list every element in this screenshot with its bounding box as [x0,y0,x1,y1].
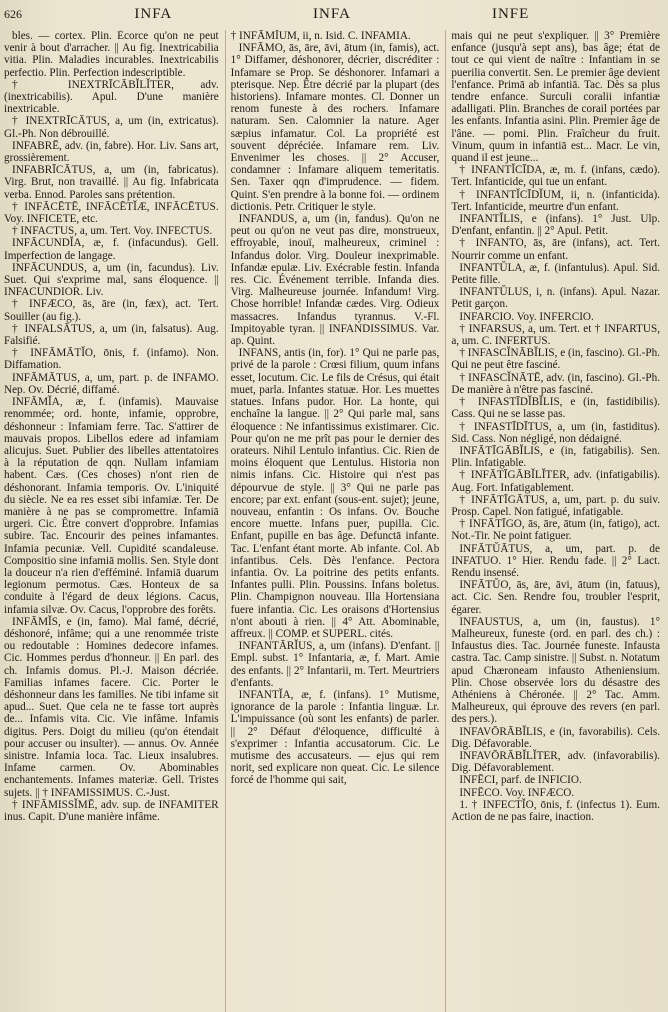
running-header [4,6,660,30]
dictionary-entry: INFABRĒ, adv. (in, fabre). Hor. Liv. Sans art, grossièrement. [4,139,219,165]
dictionary-entry: † INFALSĀTUS, a, um (in, falsatus). Aug. Falsifié. [4,322,219,348]
dictionary-entry: INFANTĀRĬUS, a, um (infans). D'enfant. || Empl. subst. 1° Infantaria, æ, f. Mart. Amie des enfants. || 2° Infantarii, m. Tert. Meurtriers d'enfants. [230,640,440,689]
dictionary-entry: INFĀCUNDUS, a, um (in, facundus). Liv. Suet. Qui s'exprime mal, sans éloquence. || INFACUNDIOR. Liv. [4,261,219,299]
dictionary-entry: † INFANTĬCĪDA, æ, m. f. (infans, cædo). Tert. Infanticide, qui tue un enfant. [451,164,660,189]
dictionary-entry: † INFĀTĪGĀTUS, a, um, part. p. du suiv. Prosp. Capel. Non fatigué, infatigable. [451,493,660,518]
dictionary-entry: † INFANTO, ās, āre (infans), act. Tert. Nourrir comme un enfant. [451,237,660,262]
dictionary-entry: INFAVŌRĀBĬLIS, e (in, favorabilis). Cels. Dig. Défavorable. [451,725,660,750]
dictionary-entry: INFĀMĬS, e (in, famo). Mal famé, décrié, déshonoré, infâme; qui a une renommée triste ou redoutable : Homines dedecore infames. Cic. Hommes perdus d'honneur. || En parl. des ch. Infamis domus. Pl.-J. Maison décriée. Familias infames facere. Cic. Porter le déshonneur dans les familles. Ne tibi infame sit apud... Suet. Que cela ne te fasse tort auprès de... Infamis vita. Cic. Vie infâme. Infamis digitus. Pers. Doigt du milieu (qu'on étendait pour accuser ou insulter). — annus. Ov. Année sinistre. Infamia loca. Tac. Lieux insalubres. Infame carmen. Ov. Abominables enchantements. Infames materiæ. Gell. Tristes sujets. || † INFAMISSIMUS. C.-Just. [4,615,219,799]
dictionary-entry: INFĀMĬA, æ, f. (infamis). Mauvaise renommée; ord. honte, infamie, opprobre, déshonneur : Infamiam ferre. Tac. S'attirer de mauvais propos. Libellos edere ad infamiam alicujus. Suet. Publier des libelles attentatoires à la réputation de qqn. Nullam infamiam habent. Cæs. (Ces choses) n'ont rien de déshonorant. Infamia temporis. Ov. L'iniquité du siècle. Ne ea res esset sibi infamiæ. Ter. De manière à ne pas se compromettre. Infamiā urgeri. Cic. Être convert d'opprobre. Infamias subire. Tac. Encourir des peines infamantes. Infamia pecuniæ. Vell. Cupidité scandaleuse. Compositio sine infamiā mollis. Sen. Style dont la douceur n'a rien d'efféminé. Infamiā duarum legionum permotus. Cæs. Honteux de sa conduite à l'égard de deux légions. Cacus, infamia silvæ. Ov. Cacus, l'opprobre des forêts. [4,396,219,616]
dictionary-entry: INFANTŬLA, æ, f. (infantulus). Apul. Sid. Petite fille. [451,261,660,287]
dictionary-entry: INFĀMO, ās, āre, āvi, ātum (in, famis), act. 1° Diffamer, déshonorer, décrier, discréditer : Infamare se Prop. Se déshonorer. Infamari a pterisque. Nep. Être décrié par la plupart (des historiens). Infamare montes. Cl. Donner un renom funeste à des rochers. Infamare naturam. Sen. Calomnier la nature. Ager sæpius infamatur. Col. La propriété est souvent dépréciée. Infamare rem. Liv. Envenimer les choses. || 2° Accuser, condamner : Infamare aliquem temeritatis. Sen. Taxer qqn d'imprudence. — fidem. Quint. S'en prendre à la bonne foi. — ordinem dictionis. Petr. Critiquer le style. [230,42,440,213]
dictionary-entry: INFANTĬLIS, e (infans). 1° Just. Ulp. D'enfant, enfantin. || 2° Apul. Petit. [451,213,660,238]
dictionary-entry: INFĀTĪGĀBĬLIS, e (in, fatigabilis). Sen. Plin. Infatigable. [451,444,660,470]
dictionary-entry: † INFACTUS, a, um. Tert. Voy. INFECTUS. [12,225,213,238]
left-headword: INFA [134,6,173,22]
dictionary-entry: † INFĀCĒTĒ, INFĀCĒTĬÆ, INFĀCĒTUS. Voy. INFICETE, etc. [4,200,219,226]
dictionary-entry: † INFĀMĀTĬO, ōnis, f. (infamo). Non. Diffamation. [4,347,219,372]
dictionary-entry: † INFĀTĪGO, ās, āre, ātum (in, fatigo), act. Not.-Tir. Ne point fatiguer. [451,518,660,543]
dictionary-entry: † INFASCĬNĀBĬLIS, e (in, fascino). Gl.-Ph. Qui ne peut être fasciné. [451,347,660,372]
page-number: 626 [4,7,22,21]
dictionary-entry: INFĀTŬO, ās, āre, āvi, ātum (in, fatuus), act. Cic. Sen. Rendre fou, troubler l'esprit, égarer. [451,579,660,616]
dictionary-entry: † INFĀMISSĬMĒ, adv. sup. de INFAMITER inus. Capit. D'une manière infâme. [4,798,219,823]
dictionary-entry: † INFĀMĬUM, ii, n. Isid. C. INFAMIA. [230,30,411,42]
dictionary-entry: † INFANTĬCĪDĬUM, ii, n. (infanticida). Tert. Infanticide, meurtre d'un enfant. [451,188,660,213]
dictionary-entry: INFĀTŬĀTUS, a, um, part. p. de INFATUO. 1° Hier. Rendu fade. || 2° Lact. Rendu insensé. [451,542,660,579]
dictionary-entry: INFABRĪCĀTUS, a, um (in, fabricatus). Virg. Brut, non travaillé. || Au fig. Infabricata verba. Ennod. Paroles sans prétention. [4,164,219,201]
dictionary-entry: † INFĀTĪGĀBĬLĬTER, adv. (infatigabilis). Aug. Fort. Infatigablement. [451,469,660,494]
dictionary-entry: INFANTĬA, æ, f. (infans). 1° Mutisme, ignorance de la parole : Infantia linguæ. Lr. L'impuissance (où sont les enfants) de parler. || 2° Défaut d'éloquence, difficulté à s'exprimer : Infantia accusatorum. Cic. Le mutisme des accusateurs. — ejus qui rem norit, sed explicare non queat. Cic. Le silence forcé de l'homme qui sait, [230,688,440,787]
dictionary-entry: † INFASTĪDĪTUS, a, um (in, fastiditus). Sid. Cass. Non négligé, non dédaigné. [451,420,660,445]
dictionary-entry: † INEXTRĪCĀTUS, a, um (in, extricatus). Gl.-Ph. Non débrouillé. [4,115,219,140]
column-left [4,30,219,1012]
dictionary-entry: INFĒCI, parf. de INFICIO. [459,774,582,787]
right-headword: INFE [491,6,530,22]
dictionary-entry: INFĒCO. Voy. INFÆCO. [459,786,575,799]
dictionary-entry: † INFÆCO, ās, āre (in, fæx), act. Tert. Souiller (au fig.). [4,298,219,323]
dictionary-entry: † INFASTĪDĬBĬLIS, e (in, fastidibilis). Cass. Qui ne se lasse pas. [451,396,660,421]
text-columns [4,30,660,1012]
center-headword: INFA [313,6,351,22]
dictionary-entry: † INFASCĬNĀTĒ, adv. (in, fascino). Gl.-Ph. De manière à n'être pas fasciné. [451,371,660,396]
column-middle [225,30,440,1012]
dictionary-entry: INFĀMĀTUS, a, um, part. p. de INFAMO. Nep. Ov. Décrié, diffamé. [4,371,219,396]
column-right [445,30,660,1012]
dictionary-entry: mais qui ne peut s'expliquer. || 3° Première enfance (jusqu'à sept ans), bas âge; état de tout ce qui vient de naître : Infantiam in se puerilia convertit. Sen. Le premier âge devient l'enfance. Primā ab infantiā. Tac. Dès sa plus tendre enfance. Surculi coralii infantiæ adalligati. Plin. Branches de corail portées par les enfants. Infantia asini. Plin. Premier âge de l'âne. — pomi. Plin. Fraîcheur du fruit. Vinum, quum in infantiā est... Macr. Le vin, quand il est jeune... [451,30,660,165]
dictionary-entry: INFĀCUNDĬA, æ, f. (infacundus). Gell. Imperfection de langage. [4,237,219,262]
dictionary-entry: INFAUSTUS, a, um (in, faustus). 1° Malheureux, funeste (ord. en parl. des ch.) : Infaustus dies. Tac. Journée funeste. Infausta castra. Tac. Camp sinistre. || Subst. n. Notatum apud Chæroneam infausto Atheniensium. Plin. Chose observée lors du désastre des Athéniens à Chéronée. || 2° Tac. Amm. Malheureux, qui éprouve des revers (en parl. des pers.). [451,615,660,726]
dictionary-entry: INFANTŬLUS, i, n. (infans). Apul. Nazar. Petit garçon. [451,286,660,311]
dictionary-entry: INFARCIO. Voy. INFERCIO. [459,310,594,323]
dictionary-entry: bles. — cortex. Plin. Écorce qu'on ne peut venir à bout d'arracher. || Au fig. Inextricabilia vitia. Plin. Maladies incurables. Inextricabilis perfectio. Plin. Perfection indescriptible. [4,30,219,79]
dictionary-entry: INFAVŌRĀBĬLĬTER, adv. (infavorabilis). Dig. Défavorablement. [451,749,660,775]
dictionary-entry: INFANS, antis (in, for). 1° Qui ne parle pas, privé de la parole : Crœsi filium, quum infans esset, locutum. Cic. Le fils de Crésus, qui était muet, parla. Infantes statuæ. Hor. Les muettes statues. Infans pudor. Hor. La honte, qui enchaîne la langue. || 2° Qui parle mal, sans éloquence : Ne infantissimus existimarer. Cic. Pour qu'on ne me prît pas pour le dernier des orateurs. Nihil Lentulo infantius. Cic. Rien de moins éloquent que Lentulus. Historia non nimis infans. Cic. Histoire qui n'est pas dépourvue de style. || 3° Qui ne parle pas encore; par ext. enfant (sous-ent. sujet); jeune, nouveau, enfantin : Os infans. Ov. Bouche encore muette. Infans puer, pupilla. Cic. Enfant, pupille en bas âge. Defunctā infante. Tac. L'enfant étant morte. Ab infante. Col. Ab infantibus. Cels. Dès l'enfance. Pectora infantia. Ov. La poitrine des petits enfants. Infantes pulli. Plin. Poussins. Infans boletus. Plin. Champignon nouveau. Illa Hortensiana fuere infantia. Cic. Les oraisons d'Hortensius n'ont abouti à rien. || 4° Att. Abominable, affreux. || COMP. et SUPERL. cités. [230,347,440,640]
dictionary-entry: 1. † INFECTĬO, ōnis, f. (infectus 1). Eum. Action de ne pas faire, inaction. [451,798,660,823]
dictionary-entry: INFANDUS, a, um (in, fandus). Qu'on ne peut ou qu'on ne veut pas dire, monstrueux, effroyable, inouï, malheureux, criminel : Infandus dolor. Virg. Douleur inexprimable. Infandæ epulæ. Liv. Exécrable festin. Infanda res. Cic. Événement terrible. Infanda dies. Virg. Malheureuse journée. Infandum! Virg. Chose horrible! Infandæ cædes. Virg. Odieux massacres. Infandus tyrannus. V.-Fl. Impitoyable tyran. || INFANDISSIMUS. Var. ap. Quint. [230,213,440,348]
dictionary-entry: † INFARSUS, a, um. Tert. et † INFARTUS, a, um. C. INFERTUS. [451,322,660,348]
dictionary-entry: † INEXTRĪCĀBĬLĬTER, adv. (inextricabilis). Apul. D'une manière inextricable. [4,78,219,116]
